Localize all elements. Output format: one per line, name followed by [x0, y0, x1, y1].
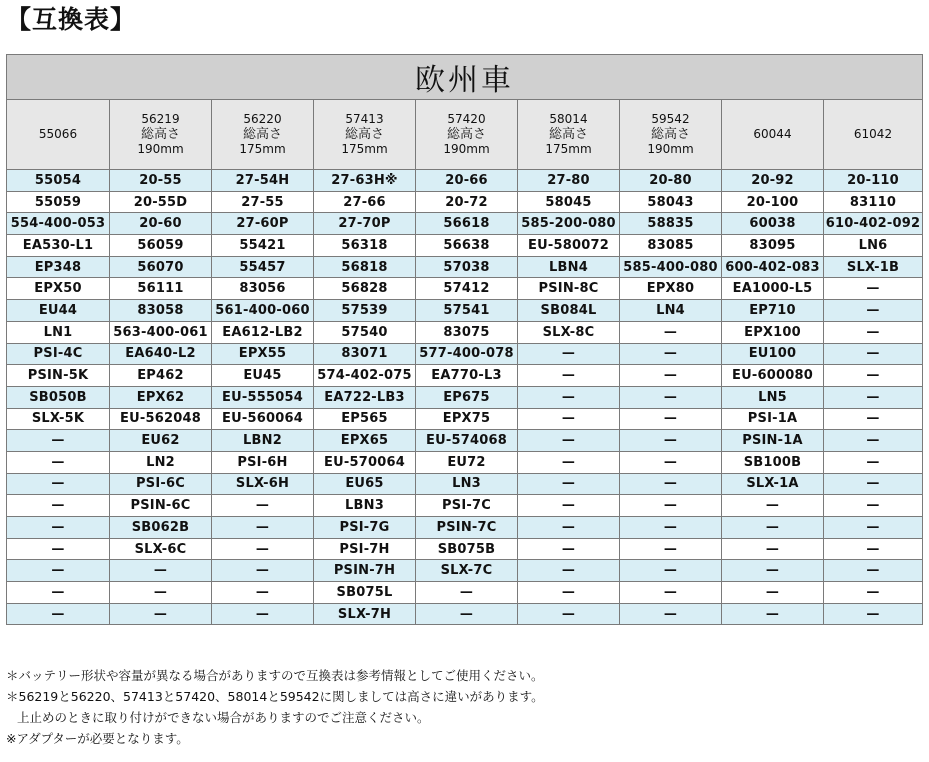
- table-cell: —: [7, 451, 110, 473]
- table-cell: 57541: [416, 300, 518, 322]
- table-cell: PSI-7C: [416, 495, 518, 517]
- table-cell: PSI-6H: [212, 451, 314, 473]
- column-header: [722, 100, 824, 170]
- table-cell: EPX65: [314, 430, 416, 452]
- table-cell: 56111: [110, 278, 212, 300]
- column-height-label: 総高さ: [344, 127, 384, 142]
- table-cell: —: [518, 451, 620, 473]
- table-cell: 83095: [722, 235, 824, 257]
- table-cell: 20-92: [722, 170, 824, 192]
- table-cell: 83071: [314, 343, 416, 365]
- table-row: [7, 582, 923, 604]
- table-cell: SB100B: [722, 451, 824, 473]
- table-row: [7, 451, 923, 473]
- table-cell: —: [518, 430, 620, 452]
- table-cell: —: [7, 560, 110, 582]
- column-code: 57420: [447, 112, 486, 126]
- table-row: [7, 430, 923, 452]
- table-cell: —: [212, 495, 314, 517]
- footnote-3: 上止めのときに取り付けができない場合がありますのでご注意ください。: [17, 710, 430, 725]
- column-height-size: 190mm: [137, 142, 184, 156]
- table-cell: 27-60P: [212, 213, 314, 235]
- table-cell: —: [824, 408, 923, 430]
- table-cell: —: [722, 582, 824, 604]
- table-row: [7, 560, 923, 582]
- table-cell: —: [7, 582, 110, 604]
- table-cell: SLX-1A: [722, 473, 824, 495]
- table-cell: LN3: [416, 473, 518, 495]
- table-cell: PSI-1A: [722, 408, 824, 430]
- table-row: [7, 213, 923, 235]
- table-cell: EPX55: [212, 343, 314, 365]
- table-cell: 55421: [212, 235, 314, 257]
- table-cell: 83085: [620, 235, 722, 257]
- table-row: [7, 538, 923, 560]
- table-cell: —: [518, 517, 620, 539]
- table-cell: —: [824, 538, 923, 560]
- table-cell: EU-570064: [314, 451, 416, 473]
- table-cell: —: [518, 365, 620, 387]
- table-banner: 欧州車: [7, 55, 923, 100]
- table-cell: EP565: [314, 408, 416, 430]
- column-header: [824, 100, 923, 170]
- table-cell: 20-80: [620, 170, 722, 192]
- table-cell: 27-66: [314, 191, 416, 213]
- table-cell: PSIN-8C: [518, 278, 620, 300]
- table-cell: —: [620, 560, 722, 582]
- table-cell: —: [212, 560, 314, 582]
- table-cell: —: [824, 343, 923, 365]
- table-row: [7, 256, 923, 278]
- table-cell: 57412: [416, 278, 518, 300]
- table-cell: 561-400-060: [212, 300, 314, 322]
- table-cell: 585-200-080: [518, 213, 620, 235]
- table-cell: SLX-1B: [824, 256, 923, 278]
- table-cell: 56638: [416, 235, 518, 257]
- table-cell: 60038: [722, 213, 824, 235]
- table-cell: 27-63H※: [314, 170, 416, 192]
- table-cell: 55457: [212, 256, 314, 278]
- table-cell: 20-110: [824, 170, 923, 192]
- column-code: 60044: [753, 127, 792, 141]
- table-cell: —: [824, 582, 923, 604]
- table-cell: —: [824, 603, 923, 625]
- table-cell: EA640-L2: [110, 343, 212, 365]
- table-cell: —: [824, 278, 923, 300]
- table-cell: EU65: [314, 473, 416, 495]
- column-code: 56219: [141, 112, 180, 126]
- table-cell: 610-402-092: [824, 213, 923, 235]
- table-row: [7, 321, 923, 343]
- table-cell: EU62: [110, 430, 212, 452]
- table-cell: EP348: [7, 256, 110, 278]
- table-cell: —: [824, 517, 923, 539]
- table-cell: SB062B: [110, 517, 212, 539]
- table-cell: —: [212, 517, 314, 539]
- table-cell: —: [212, 603, 314, 625]
- table-cell: EA722-LB3: [314, 386, 416, 408]
- table-cell: —: [518, 386, 620, 408]
- table-cell: —: [110, 582, 212, 604]
- table-cell: —: [620, 495, 722, 517]
- table-row: [7, 495, 923, 517]
- table-cell: 57038: [416, 256, 518, 278]
- table-cell: —: [620, 517, 722, 539]
- table-cell: —: [620, 343, 722, 365]
- table-cell: 55054: [7, 170, 110, 192]
- footnote-2: ＊56219と56220、57413と57420、58014と59542に関しましては高さに違いがあります。: [6, 689, 544, 704]
- table-cell: PSIN-7H: [314, 560, 416, 582]
- footnote-1: ＊バッテリー形状や容量が異なる場合がありますので互換表は参考情報としてご使用ください。: [6, 668, 544, 683]
- table-cell: SLX-6H: [212, 473, 314, 495]
- table-cell: SLX-6C: [110, 538, 212, 560]
- column-height-size: 190mm: [443, 142, 490, 156]
- table-cell: EPX50: [7, 278, 110, 300]
- table-cell: EU45: [212, 365, 314, 387]
- table-cell: PSI-4C: [7, 343, 110, 365]
- table-cell: EP710: [722, 300, 824, 322]
- table-cell: 563-400-061: [110, 321, 212, 343]
- table-cell: 56828: [314, 278, 416, 300]
- column-height-label: 総高さ: [548, 127, 588, 142]
- table-row: [7, 278, 923, 300]
- table-cell: —: [620, 408, 722, 430]
- table-cell: SB075L: [314, 582, 416, 604]
- table-row: [7, 170, 923, 192]
- table-cell: 57539: [314, 300, 416, 322]
- table-cell: PSI-7G: [314, 517, 416, 539]
- table-cell: 20-60: [110, 213, 212, 235]
- column-header: [110, 100, 212, 170]
- table-cell: 27-55: [212, 191, 314, 213]
- column-header: [620, 100, 722, 170]
- table-cell: EPX100: [722, 321, 824, 343]
- table-cell: —: [518, 473, 620, 495]
- table-cell: —: [824, 451, 923, 473]
- column-height-label: 総高さ: [446, 127, 486, 142]
- table-cell: 20-100: [722, 191, 824, 213]
- table-cell: —: [620, 430, 722, 452]
- table-cell: —: [722, 603, 824, 625]
- table-cell: —: [212, 582, 314, 604]
- table-row: [7, 235, 923, 257]
- table-cell: —: [620, 538, 722, 560]
- table-cell: LN6: [824, 235, 923, 257]
- table-cell: SLX-5K: [7, 408, 110, 430]
- column-code: 59542: [651, 112, 690, 126]
- column-height-label: 総高さ: [650, 127, 690, 142]
- table-cell: —: [416, 582, 518, 604]
- table-cell: EPX80: [620, 278, 722, 300]
- table-cell: —: [824, 386, 923, 408]
- table-cell: LN5: [722, 386, 824, 408]
- table-cell: PSI-7H: [314, 538, 416, 560]
- table-cell: —: [722, 517, 824, 539]
- table-row: [7, 343, 923, 365]
- table-cell: SLX-8C: [518, 321, 620, 343]
- table-cell: 20-55: [110, 170, 212, 192]
- column-code: 58014: [549, 112, 588, 126]
- table-cell: 20-72: [416, 191, 518, 213]
- table-cell: 83075: [416, 321, 518, 343]
- table-cell: SLX-7C: [416, 560, 518, 582]
- column-header: [212, 100, 314, 170]
- compatibility-table: [6, 54, 923, 625]
- table-cell: EPX62: [110, 386, 212, 408]
- table-cell: 57540: [314, 321, 416, 343]
- table-cell: 55059: [7, 191, 110, 213]
- table-row: [7, 365, 923, 387]
- table-cell: 600-402-083: [722, 256, 824, 278]
- table-cell: EU44: [7, 300, 110, 322]
- table-cell: 27-70P: [314, 213, 416, 235]
- column-code: 55066: [38, 127, 78, 141]
- table-cell: 56059: [110, 235, 212, 257]
- table-cell: —: [518, 538, 620, 560]
- table-cell: —: [824, 430, 923, 452]
- table-cell: LN1: [7, 321, 110, 343]
- column-header: [314, 100, 416, 170]
- table-cell: 56318: [314, 235, 416, 257]
- table-cell: 58835: [620, 213, 722, 235]
- table-cell: 20-55D: [110, 191, 212, 213]
- table-cell: EU-555054: [212, 386, 314, 408]
- table-cell: PSIN-1A: [722, 430, 824, 452]
- table-row: [7, 300, 923, 322]
- table-cell: —: [518, 495, 620, 517]
- table-cell: LBN4: [518, 256, 620, 278]
- table-cell: LBN2: [212, 430, 314, 452]
- table-cell: EU72: [416, 451, 518, 473]
- table-cell: —: [620, 321, 722, 343]
- table-cell: —: [110, 603, 212, 625]
- table-cell: 83056: [212, 278, 314, 300]
- column-height-size: 190mm: [647, 142, 694, 156]
- table-cell: EU-574068: [416, 430, 518, 452]
- table-cell: —: [824, 473, 923, 495]
- table-cell: —: [7, 473, 110, 495]
- table-cell: —: [518, 603, 620, 625]
- table-cell: EU-562048: [110, 408, 212, 430]
- table-cell: —: [518, 408, 620, 430]
- column-header-row: [7, 100, 923, 170]
- table-cell: PSIN-6C: [110, 495, 212, 517]
- table-row: [7, 473, 923, 495]
- table-cell: —: [7, 495, 110, 517]
- table-cell: —: [7, 538, 110, 560]
- column-header: [416, 100, 518, 170]
- table-cell: —: [824, 365, 923, 387]
- table-cell: —: [824, 300, 923, 322]
- column-header: [518, 100, 620, 170]
- table-cell: 56618: [416, 213, 518, 235]
- table-cell: EPX75: [416, 408, 518, 430]
- table-cell: —: [620, 582, 722, 604]
- table-cell: EU-560064: [212, 408, 314, 430]
- page-title: 【互換表】: [6, 5, 137, 34]
- table-row: [7, 408, 923, 430]
- table-cell: 577-400-078: [416, 343, 518, 365]
- column-height-size: 175mm: [341, 142, 388, 156]
- table-cell: —: [824, 321, 923, 343]
- table-cell: PSI-6C: [110, 473, 212, 495]
- table-cell: EU100: [722, 343, 824, 365]
- table-cell: —: [620, 386, 722, 408]
- table-cell: SB075B: [416, 538, 518, 560]
- table-cell: 56070: [110, 256, 212, 278]
- table-cell: EA1000-L5: [722, 278, 824, 300]
- column-height-label: 総高さ: [140, 127, 180, 142]
- footnotes: [6, 665, 544, 749]
- table-cell: —: [824, 560, 923, 582]
- table-cell: PSIN-5K: [7, 365, 110, 387]
- table-row: [7, 603, 923, 625]
- table-cell: 27-54H: [212, 170, 314, 192]
- table-cell: —: [518, 582, 620, 604]
- footnote-4: ※アダプターが必要となります。: [6, 731, 189, 746]
- table-cell: 58043: [620, 191, 722, 213]
- table-row: [7, 517, 923, 539]
- table-cell: 83110: [824, 191, 923, 213]
- table-cell: —: [7, 517, 110, 539]
- table-cell: —: [620, 603, 722, 625]
- column-code: 61042: [853, 127, 893, 141]
- table-cell: 83058: [110, 300, 212, 322]
- table-cell: —: [620, 365, 722, 387]
- column-height-size: 175mm: [239, 142, 286, 156]
- table-cell: PSIN-7C: [416, 517, 518, 539]
- table-cell: —: [110, 560, 212, 582]
- table-cell: 20-66: [416, 170, 518, 192]
- table-cell: EP675: [416, 386, 518, 408]
- table-cell: —: [722, 495, 824, 517]
- table-cell: EP462: [110, 365, 212, 387]
- table-cell: EA530-L1: [7, 235, 110, 257]
- table-cell: LBN3: [314, 495, 416, 517]
- table-cell: SLX-7H: [314, 603, 416, 625]
- table-cell: —: [722, 538, 824, 560]
- table-cell: 58045: [518, 191, 620, 213]
- table-cell: EA612-LB2: [212, 321, 314, 343]
- table-cell: LN4: [620, 300, 722, 322]
- table-cell: EU-600080: [722, 365, 824, 387]
- table-body: [7, 170, 923, 625]
- table-cell: —: [824, 495, 923, 517]
- column-header: [7, 100, 110, 170]
- table-cell: 585-400-080: [620, 256, 722, 278]
- table-cell: —: [722, 560, 824, 582]
- table-cell: SB084L: [518, 300, 620, 322]
- table-cell: —: [518, 343, 620, 365]
- table-cell: EA770-L3: [416, 365, 518, 387]
- table-cell: 554-400-053: [7, 213, 110, 235]
- table-cell: —: [620, 451, 722, 473]
- table-cell: 574-402-075: [314, 365, 416, 387]
- column-height-label: 総高さ: [242, 127, 282, 142]
- column-height-size: 175mm: [545, 142, 592, 156]
- column-code: 56220: [243, 112, 282, 126]
- table-cell: —: [620, 473, 722, 495]
- table-cell: —: [7, 430, 110, 452]
- table-cell: EU-580072: [518, 235, 620, 257]
- table-row: [7, 191, 923, 213]
- table-cell: —: [518, 560, 620, 582]
- table-cell: —: [7, 603, 110, 625]
- table-row: [7, 386, 923, 408]
- table-cell: —: [416, 603, 518, 625]
- table-cell: —: [212, 538, 314, 560]
- column-code: 57413: [345, 112, 384, 126]
- table-cell: LN2: [110, 451, 212, 473]
- table-cell: 56818: [314, 256, 416, 278]
- table-cell: 27-80: [518, 170, 620, 192]
- table-cell: SB050B: [7, 386, 110, 408]
